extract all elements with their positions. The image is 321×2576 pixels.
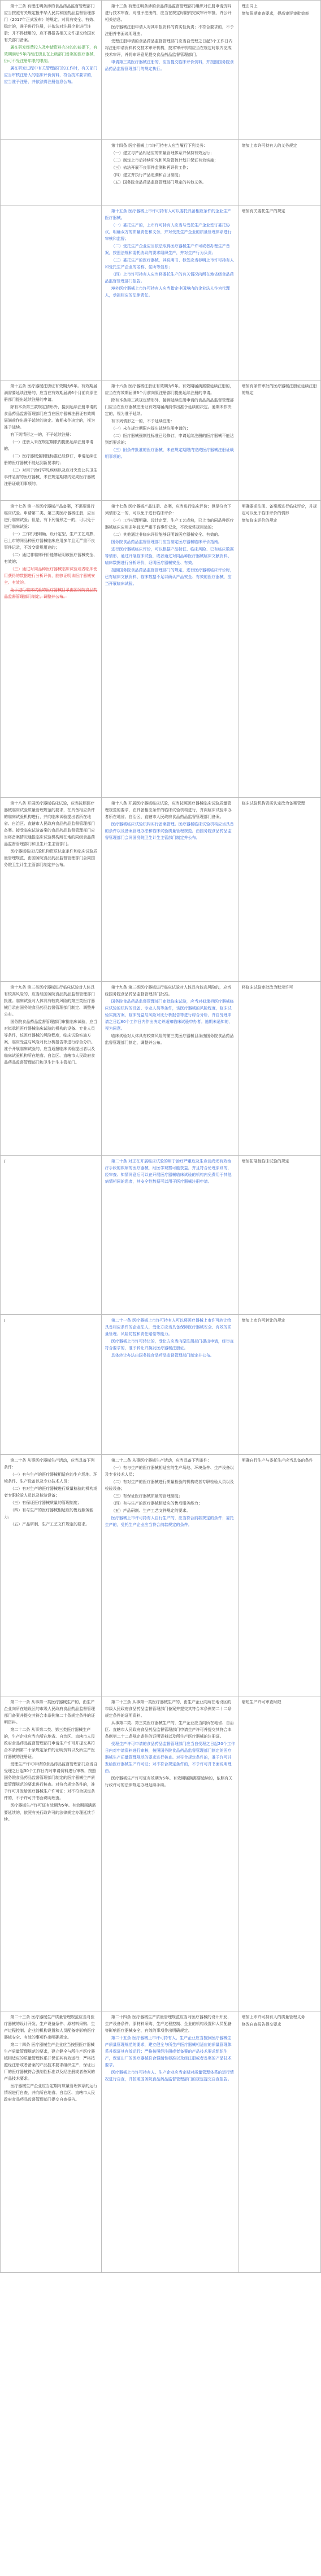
change-note-cell bbox=[238, 1156, 320, 1315]
note-paragraph: 增加限期审查要求，提高审评审批效率 bbox=[241, 11, 309, 16]
change-note-cell bbox=[238, 2011, 320, 2273]
table-row bbox=[1, 501, 321, 798]
change-note-cell bbox=[238, 205, 320, 381]
table-row bbox=[1, 798, 321, 982]
change-note-cell bbox=[238, 798, 320, 982]
original-paragraph: （四）有与生产的医疗器械相适应的售后服务能力； bbox=[4, 1508, 94, 1520]
note-paragraph: 增加拓展性临床试验的规定 bbox=[241, 1159, 289, 1164]
revised-paragraph: 第二十三条 从事第一类医疗器械生产的，由生产企业向所在地设区的市级人民政府食品药品监督管理部门备案并提交其符合本条例第二十二条规定条件的证明资料。 bbox=[105, 1700, 232, 1718]
table-row bbox=[1, 1315, 321, 1455]
original-paragraph: （三）有保证医疗器械质量的管理制度； bbox=[10, 1501, 82, 1506]
original-paragraph: 有下列情形之一的，不予延续注册： bbox=[10, 432, 74, 438]
original-paragraph: 医疗器械生产许可证有效期为5年。有效期届满需要延续的，依照有关行政许可的法律规定办理延续手续。 bbox=[4, 1803, 96, 1822]
original-paragraph: （一）注册人未在规定期限内提出延续注册申请的； bbox=[4, 440, 94, 452]
revised-paragraph: （一）有与生产的医疗器械相适应的生产场地、环境条件、生产设备以及专业技术人员； bbox=[105, 1466, 234, 1477]
original-paragraph: （二）通过非临床评价能够证明该医疗器械安全、有效的； bbox=[4, 553, 98, 565]
original-paragraph: / bbox=[4, 1318, 6, 1323]
original-paragraph: 受理生产许可申请的食品药品监督管理部门应当自受理之日起30个工作日内对申请资料进行审核，按照国务院食品药品监督管理部门制定的医疗器械生产质量管理规范的要求进行核查。对符合规定条件的，准予许可并发给医疗器械生产许可证；对不符合规定条件的，不予许可并书面说明理由。 bbox=[4, 1762, 98, 1801]
note-paragraph: 明确要求注册、备案需进行临床评价，并规定可以免于临床评价的情形 bbox=[241, 504, 317, 516]
revised-paragraph: 受理生产许可申请的食品药品监督管理部门应当自受理之日起20个工作日内对申请资料进行审核，按照国务院食品药品监督管理部门制定的医疗器械生产质量管理规范的要求进行核查。对符合规定条件的，准予许可并发给医疗器械生产许可证；对不符合规定条件的，不予许可并书面说明理由。 bbox=[105, 1742, 235, 1774]
original-paragraph: 第十七条 第一类医疗器械产品备案，不需要进行临床试验。申请第二类、第三类医疗器械注册，应当进行临床试验；但是，有下列情形之一的，可以免于进行临床试验： bbox=[4, 504, 95, 530]
original-paragraph: 医疗器械临床试验机构资质认定条件和临床试验质量管理规范，由国务院食品药品监督管理部门会同国务院卫生计生主管部门制定并公布。 bbox=[4, 849, 98, 868]
table-row bbox=[1, 982, 321, 1156]
revised-text-cell bbox=[101, 501, 238, 798]
original-paragraph: 第二十三条 医疗器械生产质量管理规范应当对医疗器械的设计开发、生产设备条件、原材料采购、生产过程控制、企业的机构设置和人员配备等影响医疗器械安全、有效的事项作出明确规定。 bbox=[4, 2015, 95, 2040]
revised-paragraph: 第二十四条 医疗器械生产质量管理规范应当对医疗器械的设计开发、生产设备条件、原材料采购、生产过程控制、企业的机构设置和人员配备等影响医疗器械安全、有效的事项作出明确规定。 bbox=[105, 2015, 232, 2033]
original-paragraph: （三）通过对同品种医疗器械临床试验或者临床使用获得的数据进行分析评价，能够证明该医疗器械安全、有效的。 bbox=[4, 567, 98, 585]
revised-text-cell bbox=[101, 381, 238, 501]
revised-paragraph: 境外医疗器械上市许可持有人应当指定中国境内的企业法人作为代理人，承担相应的法律责任。 bbox=[105, 286, 230, 298]
note-paragraph: 将临床试验审批改为默示许可 bbox=[241, 985, 293, 990]
change-note-cell bbox=[238, 1315, 320, 1455]
revised-text-cell bbox=[101, 982, 238, 1156]
revised-text-cell bbox=[101, 1, 238, 140]
original-paragraph: （五）产品研制、生产工艺文件规定的要求。 bbox=[10, 1522, 90, 1527]
table-row bbox=[1, 205, 321, 381]
revised-text-cell bbox=[101, 2011, 238, 2273]
revised-paragraph: （三）依法开展不良事件监测和再评价工作； bbox=[111, 165, 190, 170]
revised-paragraph: （二）制定上市后持续研究和风险管控计划并保证有效实施； bbox=[111, 158, 218, 163]
revised-paragraph: 医疗器械注册申请人对其申报资料的真实性负责；不符合要求的，不予注册并书面说明理由。 bbox=[105, 25, 234, 37]
revised-paragraph: 医疗器械上市许可转让的，受让方应当向原注册部门提出申请，经审查符合要求的，准予转让并换发医疗器械注册证。 bbox=[105, 1339, 234, 1351]
revised-paragraph: （一）委托生产的，上市许可持有人应当与受托生产企业签订委托协议，明确双方的质量责任和义务，并对受托生产企业的质量管理体系进行审核和监督； bbox=[105, 223, 232, 242]
change-note-cell bbox=[238, 1696, 320, 2011]
note-paragraph: 修改自查报告提交要求 bbox=[241, 2022, 281, 2027]
revised-paragraph: （一）未在规定期限内提出延续注册申请的； bbox=[111, 426, 190, 431]
original-paragraph: 医疗器械生产企业应当定期对质量管理体系的运行情况进行自查，并向所在地省、自治区、直辖市人民政府食品药品监督管理部门提交自查报告。 bbox=[4, 2084, 98, 2102]
revised-paragraph: 从事第二类、第三类医疗器械生产的，生产企业应当向所在地省、自治区、直辖市人民政府食品药品监督管理部门申请生产许可并提交其符合本条例第二十二条规定条件的证明资料以及所生产医疗器械的注册证。 bbox=[105, 1721, 234, 1739]
revised-text-cell bbox=[101, 798, 238, 982]
revised-paragraph: 第十六条 医疗器械注册证有效期为5年。有效期届满需要延续注册的，应当在有效期届满6个月前向原注册部门提出延续注册的申请。 bbox=[105, 384, 234, 396]
note-paragraph: 增加上市许可持有人的义务规定 bbox=[241, 143, 297, 148]
revised-paragraph: 第二十五条 医疗器械上市许可持有人、生产企业应当按照医疗器械生产质量管理规范的要求，建立健全与所生产医疗器械相适应的质量管理体系并保证其有效运行；严格按照经注册或者备案的产品技术要求组织生产，保证出厂的医疗器械符合强制性标准以及经注册或者备案的产品技术要求。 bbox=[105, 2036, 232, 2068]
original-paragraph: 除有本条第三款规定情形外，接到延续注册申请的食品药品监督管理部门应当在医疗器械注册证有效期届满前作出准予延续的决定。逾期未作决定的，视为准予延续。 bbox=[4, 405, 98, 430]
change-note-cell bbox=[238, 982, 320, 1156]
note-paragraph: 增加有关委托生产的规定 bbox=[241, 209, 285, 213]
revised-paragraph: （一）工作机理明确、设计定型，生产工艺成熟，已上市的同品种医疗器械临床应用多年且无严重不良事件记录，不改变常规用途的； bbox=[105, 518, 234, 530]
revised-paragraph: 第十八条 开展医疗器械临床试验，应当按照医疗器械临床试验质量管理规范的要求，在具备相应条件的临床试验机构进行，并向临床试验申办者所在地省、自治区、直辖市人民政府食品药品监督管理部门备案。 bbox=[105, 801, 232, 820]
revised-paragraph: 按照国务院食品药品监督管理部门的规定，进行医疗器械临床评价时，已有临床文献资料、临床数据不足以确认产品安全、有效的医疗器械，应当开展临床试验。 bbox=[105, 568, 234, 587]
revised-paragraph: 医疗器械临床试验机构实行备案管理。医疗器械临床试验机构应当具备的条件以及备案管理办法和临床试验质量管理规范，由国务院食品药品监督管理部门会同国务院卫生计生主管部门制定并公布。 bbox=[105, 822, 234, 841]
original-text-cell bbox=[1, 798, 102, 982]
original-paragraph: （二）医疗器械强制性标准已经修订，申请延续注册的医疗器械不能达到新要求的； bbox=[4, 454, 98, 466]
original-text-cell bbox=[1, 1455, 102, 1696]
revised-paragraph: （三）附条件批准的医疗器械，未在规定期限内完成医疗器械注册证载明事项的。 bbox=[105, 448, 234, 460]
note-paragraph: 缩短生产许可审查时限 bbox=[241, 1700, 281, 1704]
original-text-cell bbox=[1, 205, 102, 381]
revised-paragraph: （一）建立与产品相适应的质量管理体系并保持有效运行； bbox=[111, 151, 214, 156]
revised-paragraph: （三）委托生产的医疗器械，其说明书、标签应当标明上市许可持有人和受托生产企业的名称、住所等信息； bbox=[105, 258, 234, 270]
table-row bbox=[1, 1, 321, 140]
table-row bbox=[1, 2011, 321, 2273]
note-paragraph: 明确自行生产与委托生产应当具备的条件 bbox=[241, 1458, 313, 1463]
revised-paragraph: （四）建立并执行产品追溯和召回制度； bbox=[111, 173, 183, 178]
revised-paragraph: （三）有保证医疗器械质量的管理制度； bbox=[111, 1494, 183, 1499]
revised-paragraph: 第二十一条 医疗器械上市许可持有人可以将医疗器械上市许可转让给具备相应条件的企业法人，受让方应当具备保障医疗器械安全、有效的质量管理、风险防控和责任赔偿等能力。 bbox=[105, 1318, 232, 1337]
original-text-cell bbox=[1, 1, 102, 140]
revised-paragraph: （二）其他通过非临床评价能够证明该医疗器械安全、有效的。 bbox=[111, 532, 222, 537]
revised-paragraph: 临床试验对人体具有较高风险的第三类医疗器械目录由国务院食品药品监督管理部门制定、调整并公布。 bbox=[105, 1034, 234, 1046]
table-row bbox=[1, 381, 321, 501]
revised-paragraph: 第十四条 医疗器械上市许可持有人应当履行下列义务： bbox=[111, 143, 208, 148]
original-paragraph: 第二十一条 从事第一类医疗器械生产的，由生产企业向所在地设区的市级人民政府食品药品监督管理部门备案并提交其符合本条例第二十条规定条件的证明资料。 bbox=[4, 1700, 95, 1725]
revised-paragraph: 医疗器械上市许可持有人、生产企业应当定期对质量管理体系的运行情况进行自查，并按照国务院食品药品监督管理部门的规定提交自查报告。 bbox=[105, 2070, 234, 2082]
original-text-cell bbox=[1, 140, 102, 205]
revised-paragraph: 申请第三类医疗器械注册的，应当提交临床评价资料，并按照国务院食品药品监督管理部门的规定执行。 bbox=[105, 60, 234, 72]
revised-paragraph: 国务院食品药品监督管理部门应当制定医疗器械临床评价指南。 bbox=[111, 540, 222, 545]
original-text-cell bbox=[1, 1315, 102, 1455]
original-paragraph: 第十五条 医疗器械注册证有效期为5年。有效期届满需要延续注册的，应当在有效期届满6个月前向原注册部门提出延续注册的申请。 bbox=[4, 384, 98, 403]
original-paragraph: / bbox=[4, 1159, 6, 1164]
revised-text-cell bbox=[101, 1315, 238, 1455]
original-text-cell bbox=[1, 501, 102, 798]
change-note-cell bbox=[238, 140, 320, 205]
revised-paragraph: （四）上市许可持有人应当将委托生产的有关情况向所在地省级食品药品监督管理部门报告。 bbox=[105, 272, 234, 284]
original-text-cell bbox=[1, 1696, 102, 2011]
revised-paragraph: 第十九条 第三类医疗器械进行临床试验对人体具有较高风险的，应当经国务院食品药品监督管理部门批准。 bbox=[105, 985, 232, 997]
note-paragraph: 临床试验机构资质认定改为备案管理 bbox=[241, 801, 305, 806]
original-text-cell bbox=[1, 381, 102, 501]
original-paragraph: 免于进行临床试验的医疗器械目录由国务院食品药品监督管理部门制定、调整并公布。 bbox=[4, 588, 98, 600]
revised-paragraph: 第十七条 医疗器械产品注册、备案，应当进行临床评价；但是符合下列情形之一的，可以免于进行临床评价： bbox=[105, 504, 232, 516]
original-paragraph: （一）有与生产的医疗器械相适应的生产场地、环境条件、生产设备以及专业技术人员； bbox=[4, 1472, 98, 1484]
revised-paragraph: （四）有与生产的医疗器械相适应的售后服务能力； bbox=[111, 1501, 202, 1506]
revised-paragraph: 受理注册申请的食品药品监督管理部门应当自受理之日起3个工作日内将注册申请资料转交技术审评机构，技术审评机构应当在规定时限内完成技术审评，并将审评意见提交食品药品监督管理部门。 bbox=[105, 39, 233, 58]
revised-paragraph: 进行医疗器械临床评价，可以根据产品特征、临床风险、已有临床数据等情形，通过开展临床试验，或者通过对同品种医疗器械临床文献资料、临床数据进行分析评价，证明医疗器械安全、有效。 bbox=[105, 547, 234, 566]
table-row bbox=[1, 1455, 321, 1696]
change-note-cell bbox=[238, 1, 320, 140]
original-paragraph: 第十八条 开展医疗器械临床试验，应当按照医疗器械临床试验质量管理规范的要求，在具备相应条件的临床试验机构进行，并向临床试验提出者所在地省、自治区、直辖市人民政府食品药品监督管理部门备案。接受临床试验备案的食品药品监督管理部门应当将备案情况通报临床试验机构所在地的同级食品药品监督管理部门和卫生计生主管部门。 bbox=[4, 801, 95, 847]
revised-paragraph: 具体转让办法由国务院食品药品监督管理部门制定并公布。 bbox=[111, 1353, 214, 1358]
original-paragraph: 国务院食品药品监督管理部门审批临床试验，应当对拟承担医疗器械临床试验的机构的设备、专业人员等条件，该医疗器械的风险程度，临床试验实施方案，临床受益与风险对比分析报告等进行综合分析。准予开展临床试验的，应当通报临床试验提出者以及临床试验机构所在地省、自治区、直辖市人民政府食品药品监督管理部门和卫生计生主管部门。 bbox=[4, 1020, 98, 1065]
original-paragraph: 第二十二条 从事第二类、第三类医疗器械生产的，生产企业应当向所在地省、自治区、直辖市人民政府食品药品监督管理部门申请生产许可并提交其符合本条例第二十条规定条件的证明资料以及所生产医疗器械的注册证。 bbox=[4, 1727, 95, 1760]
original-paragraph: 属在研发经费投入及申请资料充分的的前提下，有效期满后5年内经注册且在上级部门备案的医疗器械，仍可不受注册年限的限制。 bbox=[4, 45, 98, 64]
revised-paragraph: 第十三条 有理注明条涉的食品药品监督管理部门组织对注册申请资料进行技术审查，对准予注册的，应当在规定时限内完成审评审批，并公开相关信息。 bbox=[105, 4, 232, 23]
note-paragraph: 增加上市许可持有人的质量管理义务 bbox=[241, 2015, 305, 2019]
original-text-cell bbox=[1, 982, 102, 1156]
original-paragraph: （三）对用于治疗罕见疾病以及应对突发公共卫生事件急需的医疗器械，未在规定期限内完成医疗器械注册证载明事项的。 bbox=[4, 468, 98, 487]
revised-text-cell bbox=[101, 1455, 238, 1696]
revised-paragraph: （二）有对生产的医疗器械进行质量检验的机构或者专职检验人员以及检验设备； bbox=[105, 1480, 234, 1492]
note-paragraph: 增加有条件审批的医疗器械注册证延续注册的规定 bbox=[241, 384, 317, 396]
revised-paragraph: 国务院食品药品监督管理部门审批临床试验，应当对拟承担医疗器械临床试验的机构的设备、专业人员等条件，该医疗器械的风险程度，临床试验实施方案，临床受益与风险对比分析报告等进行综合分析，并自受理申请之日起60个工作日内作出决定并通知临床试验申办者。逾期未通知的，视为同意。 bbox=[105, 999, 234, 1031]
revised-paragraph: 医疗器械生产许可证有效期为5年。有效期届满需要延续的，依照有关行政许可的法律规定办理延续手续。 bbox=[105, 1776, 233, 1788]
table-body bbox=[1, 1, 321, 2273]
note-paragraph: 增加临床评价的规定 bbox=[241, 518, 277, 523]
change-note-cell bbox=[238, 1455, 320, 1696]
original-paragraph: 属在研发过程中有关管理部门的工作时，有关部门应当审核注册人的临床评价资料，符合技术要求的，应当准予注册，并依法将注册信息公布。 bbox=[4, 66, 98, 85]
revised-text-cell bbox=[101, 1156, 238, 1315]
revised-paragraph: （五）国务院食品药品监督管理部门规定的其他义务。 bbox=[111, 180, 206, 185]
revised-paragraph: （五）产品研制、生产工艺文件规定的要求。 bbox=[111, 1508, 190, 1514]
original-paragraph: 第十九条 第三类医疗器械进行临床试验对人体具有较高风险的，应当经国务院食品药品监督管理部门批准。临床试验对人体具有较高风险的第三类医疗器械目录由国务院食品药品监督管理部门制定、调整并公布。 bbox=[4, 985, 95, 1017]
note-paragraph: 理由同上 bbox=[241, 4, 258, 8]
note-paragraph: 增加上市许可转让的规定 bbox=[241, 1318, 285, 1323]
revised-text-cell bbox=[101, 205, 238, 381]
original-paragraph: （二）有对生产的医疗器械进行质量检验的机构或者专职检验人员以及检验设备； bbox=[4, 1486, 98, 1498]
revised-paragraph: 第二十条 对正在开展临床试验的用于治疗严重危及生命且尚无有效治疗手段的疾病的医疗器械，经医学观察可能获益，并且符合伦理原则的，经审查、知情同意后可以在开展医疗器械临床试验的机构内免费用于其他病情相同的患者，其安全性数据可以用于医疗器械注册申请。 bbox=[105, 1159, 232, 1184]
table-row bbox=[1, 1156, 321, 1315]
revised-paragraph: （二）医疗器械强制性标准已经修订，申请延续注册的医疗器械不能达到新要求的； bbox=[105, 434, 234, 445]
revised-text-cell bbox=[101, 140, 238, 205]
table-row bbox=[1, 140, 321, 205]
revised-text-cell bbox=[101, 1696, 238, 2011]
revised-paragraph: 第二十二条 从事医疗器械生产活动，应当具备下列条件： bbox=[111, 1458, 212, 1463]
revised-paragraph: 有下列情形之一的，不予延续注册： bbox=[111, 419, 175, 424]
revised-paragraph: （二）受托生产企业应当依法取得医疗器械生产许可或者办理生产备案，按照法规和委托协议的要求组织生产，并对生产行为负责； bbox=[105, 244, 230, 256]
original-paragraph: 第二十条 从事医疗器械生产活动，应当具备下列条件： bbox=[4, 1458, 95, 1470]
table-row bbox=[1, 1696, 321, 2011]
original-paragraph: 第二十四条 医疗器械生产企业应当按照医疗器械生产质量管理规范的要求，建立健全与所生产医疗器械相适应的质量管理体系并保证其有效运行；严格按照经注册或者备案的产品技术要求组织生产，保证出厂的医疗器械符合强制性标准以及经注册或者备案的产品技术要求。 bbox=[4, 2043, 95, 2081]
revised-paragraph: 第十五条 医疗器械上市许可持有人可以委托具备相应条件的企业生产医疗器械。 bbox=[105, 209, 232, 221]
revised-paragraph: 除有本条第三款规定情形外，接到延续注册申请的食品药品监督管理部门应当在医疗器械注册证有效期届满前作出准予延续的决定。逾期未作决定的，视为准予延续。 bbox=[105, 398, 234, 417]
original-paragraph: 第十三条 有理注明条涉的食品药品监督管理部门应当按照有关规定报中华人民共和国药品监督管理部门（2017年正式发布）的规定。对具有安全、有效、稳定的，准予进行注册，并依法对注册企业进行注册；并不得使用的，应不得报告相关文件提交给国家有关部门备案。 bbox=[4, 4, 97, 43]
original-paragraph: （一）工作机理明确、设计定型，生产工艺成熟，已上市的同品种医疗器械临床应用多年且无严重不良事件记录，不改变常规用途的； bbox=[4, 532, 98, 550]
revised-paragraph: 医疗器械上市许可持有人自行生产的，应当符合前款规定的条件；委托生产的，受托生产企业应当符合前款规定的条件。 bbox=[105, 1516, 234, 1528]
original-text-cell bbox=[1, 1156, 102, 1315]
change-note-cell bbox=[238, 381, 320, 501]
change-note-cell bbox=[238, 501, 320, 798]
original-text-cell bbox=[1, 2011, 102, 2273]
